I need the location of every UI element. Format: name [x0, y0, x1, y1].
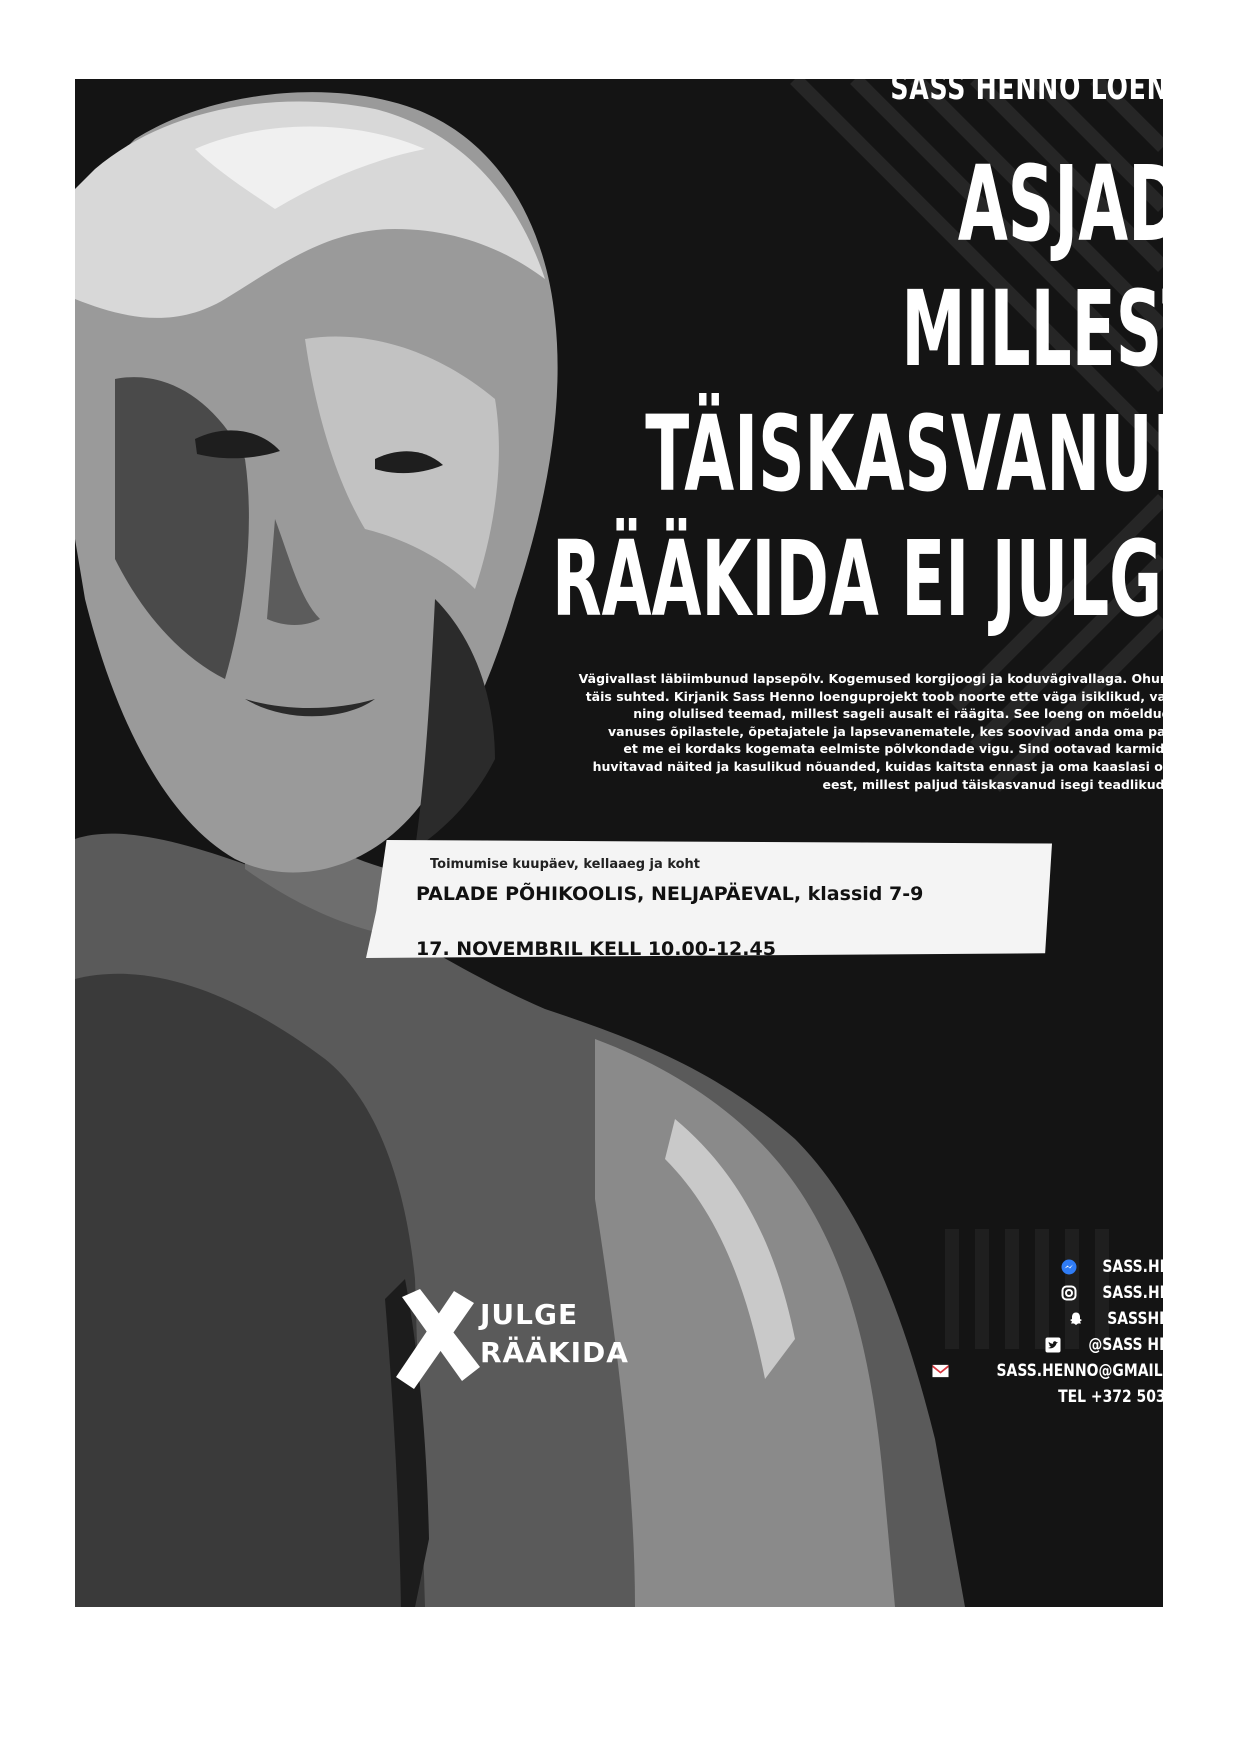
description-line: täis suhted. Kirjanik Sass Henno loenguprojekt toob noorte ette väga isiklikud, valusad	[585, 688, 1204, 704]
description-line: eest, millest paljud täiskasvanud isegi teadlikud pole.	[822, 776, 1204, 792]
headline-line-4: RÄÄKIDA EI JULGE	[551, 518, 1206, 640]
snapchat-icon	[1067, 1311, 1084, 1328]
headline-line-2: MILLEST	[901, 268, 1206, 390]
contact-messenger[interactable]	[932, 1254, 1204, 1280]
event-date-time: 17. NOVEMBRIL KELL 10.00-12.45	[416, 938, 776, 960]
logo-text-line-1: JULGE	[480, 1298, 579, 1331]
logo-text-line-2: RÄÄKIDA	[480, 1336, 629, 1369]
description-line: huvitavad näited ja kasulikud nõuanded, kuidas kaitsta ennast ja oma kaaslasi ohtude	[592, 758, 1204, 774]
contact-text: TEL +372 5036037	[1057, 1387, 1204, 1407]
contact-phone[interactable]	[932, 1384, 1204, 1410]
contact-instagram[interactable]	[932, 1280, 1204, 1306]
contact-text: SASS.HENNO@GMAIL.COM	[996, 1361, 1204, 1381]
description-line: Vägivallast läbiimbunud lapsepõlv. Kogemused korgijoogi ja koduvägivallaga. Ohumärke	[578, 671, 1204, 686]
twitter-icon	[1044, 1337, 1061, 1354]
mail-icon	[932, 1363, 949, 1380]
headline-line-3: TÄISKASVANUD	[645, 393, 1206, 515]
lecture-subtitle: SASS HENNO LOENG	[890, 68, 1190, 108]
contact-text: SASS.HENNO	[1102, 1283, 1204, 1303]
instagram-icon	[1061, 1285, 1078, 1302]
messenger-icon	[1061, 1259, 1078, 1276]
contact-text: SASS.HENNO	[1102, 1257, 1204, 1277]
description-line: ning olulised teemad, millest sageli ausalt ei räägita. See loeng on mõeldud igas	[633, 706, 1204, 722]
description-line: et me ei kordaks kogemata eelmiste põlvkondade vigu. Sind ootavad karmid lood,	[623, 741, 1204, 757]
event-info-label: Toimumise kuupäev, kellaaeg ja koht	[430, 857, 701, 872]
contact-snapchat[interactable]	[932, 1306, 1204, 1332]
contact-text: @SASS HENNO	[1088, 1335, 1204, 1355]
description-line: vanuses õpilastele, õpetajatele ja lapsevanematele, kes soovivad anda oma panuse,	[608, 723, 1204, 739]
contact-email[interactable]	[932, 1358, 1204, 1384]
contact-twitter[interactable]	[932, 1332, 1204, 1358]
event-location: PALADE PÕHIKOOLIS, NELJAPÄEVAL, klassid 7-9	[416, 883, 924, 905]
description	[444, 670, 1204, 793]
contact-list	[932, 1254, 1204, 1410]
headline-line-1: ASJAD,	[957, 143, 1206, 265]
contact-text: SASSHENNO	[1107, 1309, 1204, 1329]
headline	[151, 142, 1206, 642]
